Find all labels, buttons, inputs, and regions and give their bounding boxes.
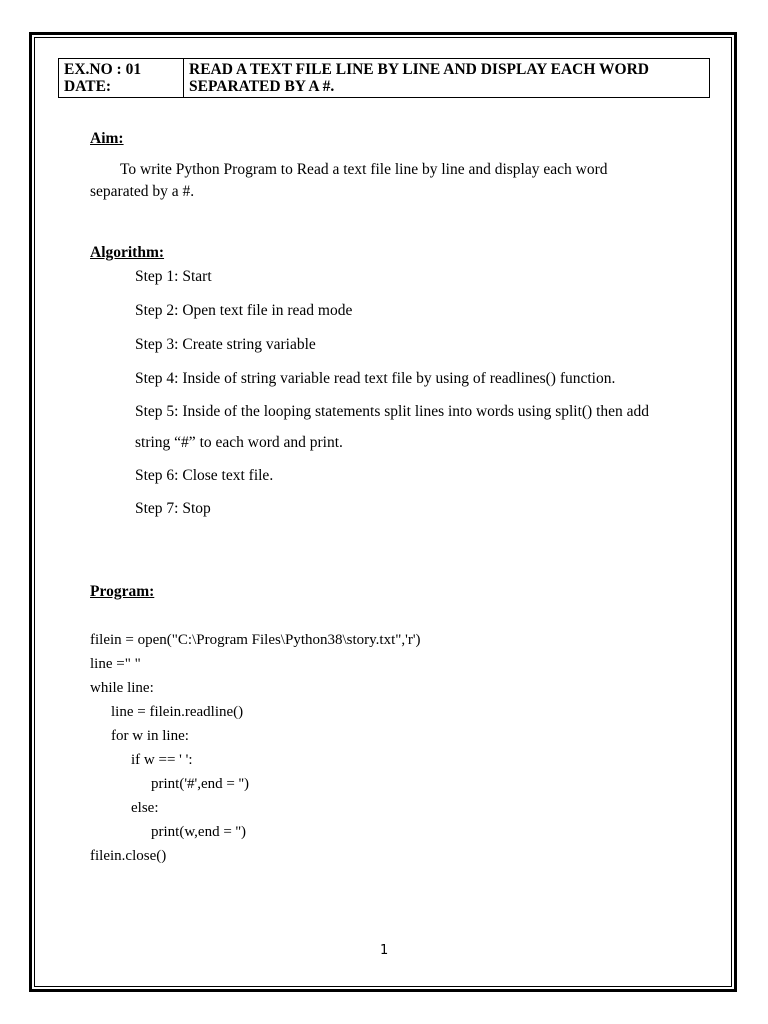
- algorithm-heading: Algorithm:: [90, 244, 165, 261]
- step-3: Step 3: Create string variable: [135, 336, 316, 353]
- title-line-2: SEPARATED BY A #.: [189, 78, 335, 95]
- code-line-10: filein.close(): [90, 848, 167, 864]
- header-title-cell: [184, 59, 709, 97]
- aim-heading: Aim:: [90, 130, 124, 147]
- step-6: Step 6: Close text file.: [135, 467, 274, 484]
- code-line-8: else:: [131, 800, 159, 816]
- program-heading: Program:: [90, 583, 155, 600]
- aim-line-1: To write Python Program to Read a text file line by line and display each word: [120, 161, 608, 178]
- header-table: [58, 58, 710, 98]
- title-line-1: READ A TEXT FILE LINE BY LINE AND DISPLAY EACH WORD: [189, 61, 649, 78]
- exercise-number: EX.NO : 01: [64, 61, 142, 78]
- code-line-9: print(w,end = ''): [151, 824, 246, 840]
- code-line-3: while line:: [90, 680, 154, 696]
- code-line-2: line =" ": [90, 656, 141, 672]
- step-2: Step 2: Open text file in read mode: [135, 302, 353, 319]
- code-line-5: for w in line:: [111, 728, 189, 744]
- code-line-6: if w == ' ':: [131, 752, 193, 768]
- step-7: Step 7: Stop: [135, 500, 211, 517]
- code-line-7: print('#',end = ''): [151, 776, 249, 792]
- step-5-continued: string “#” to each word and print.: [135, 434, 343, 451]
- date-label: DATE:: [64, 78, 112, 95]
- step-4: Step 4: Inside of string variable read text file by using of readlines() function.: [135, 370, 616, 387]
- page-number: 1: [380, 943, 389, 958]
- header-left-cell: [59, 59, 184, 97]
- code-line-1: filein = open("C:\Program Files\Python38\story.txt",'r'): [90, 632, 421, 648]
- step-5: Step 5: Inside of the looping statements split lines into words using split() then add: [135, 403, 650, 420]
- aim-line-2: separated by a #.: [90, 183, 195, 200]
- code-line-4: line = filein.readline(): [111, 704, 244, 720]
- step-1: Step 1: Start: [135, 268, 212, 285]
